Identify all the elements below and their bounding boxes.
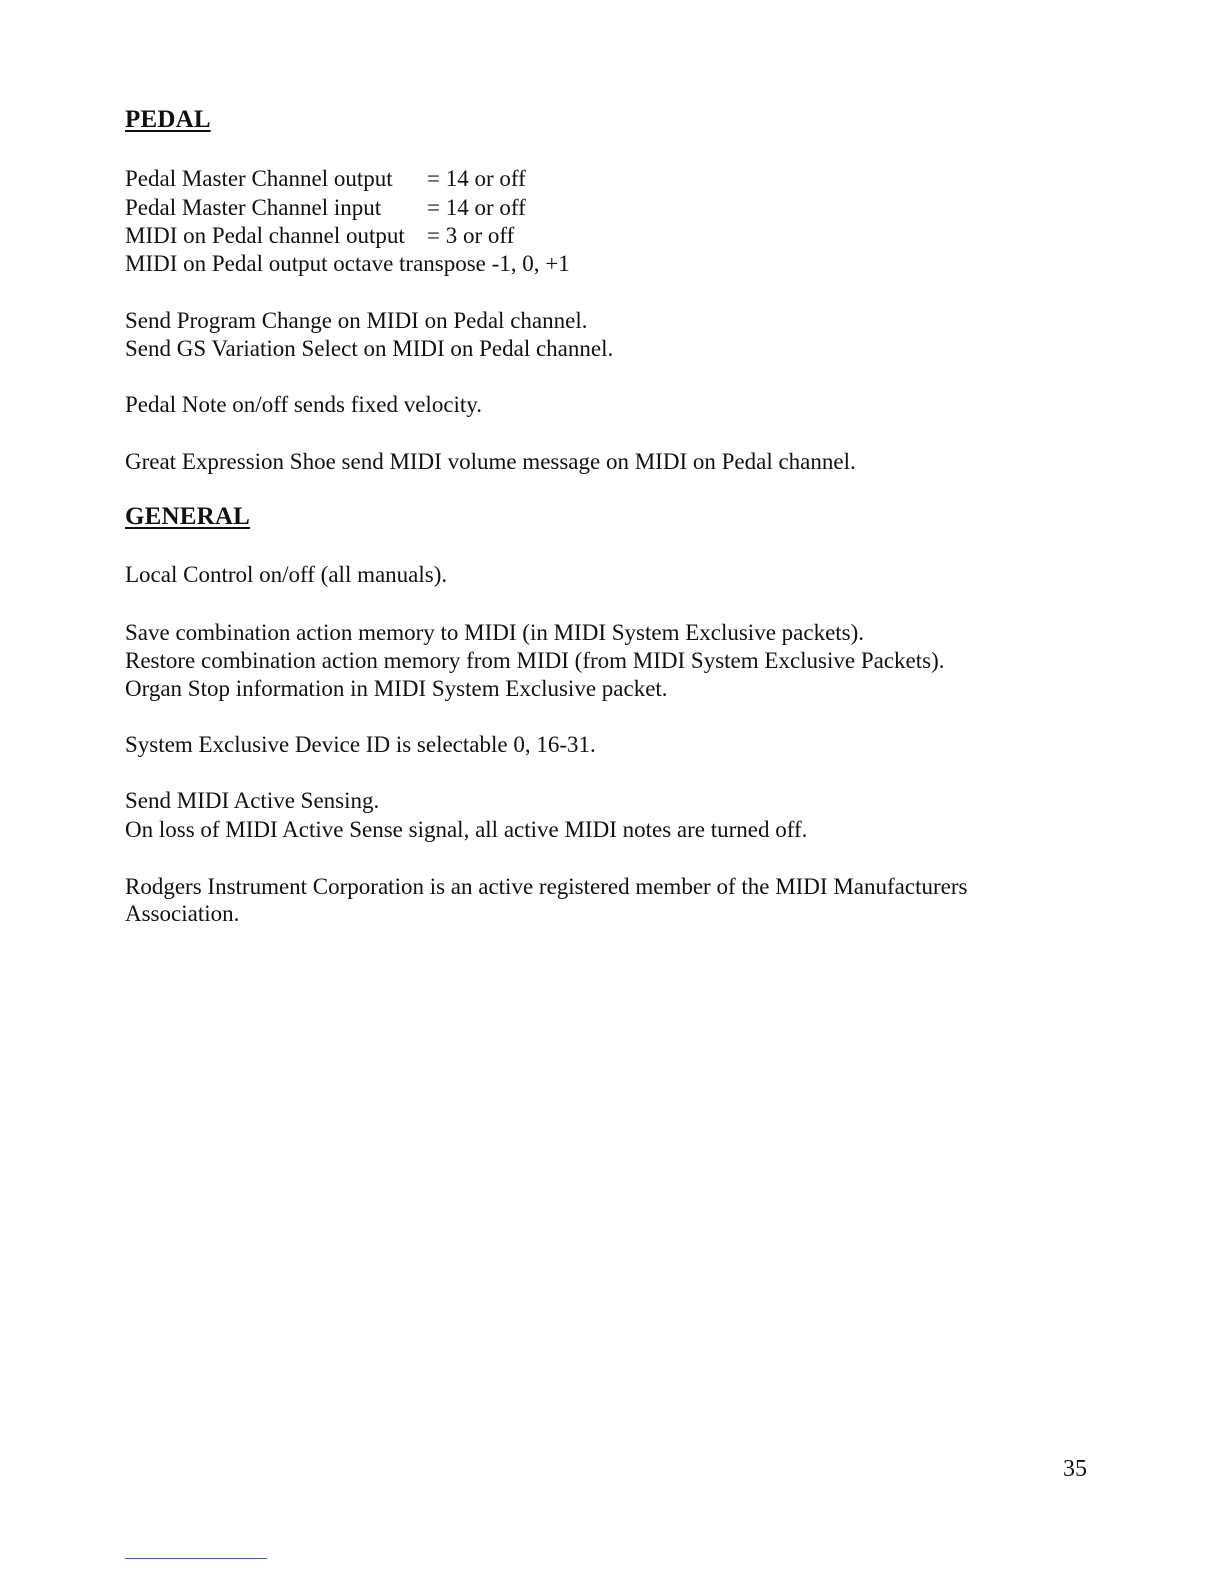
spec-value: = 14 or off [427, 195, 526, 220]
general-active-sensing: Send MIDI Active Sensing. [125, 788, 380, 813]
general-active-sense-loss: On loss of MIDI Active Sense signal, all active MIDI notes are turned off. [125, 817, 808, 842]
general-save-memory: Save combination action memory to MIDI (in MIDI System Exclusive packets). [125, 620, 865, 645]
spec-value: = 14 or off [427, 166, 526, 191]
pedal-transpose-line: MIDI on Pedal output octave transpose -1, 0, +1 [125, 251, 570, 276]
spec-label: Pedal Master Channel output [125, 166, 393, 191]
pedal-spec-row [125, 165, 526, 193]
pedal-spec-row [125, 194, 526, 222]
general-membership-line-2: Association. [125, 901, 240, 926]
pedal-expression-shoe: Great Expression Shoe send MIDI volume message on MIDI on Pedal channel. [125, 449, 856, 474]
general-device-id: System Exclusive Device ID is selectable 0, 16-31. [125, 732, 596, 757]
pedal-fixed-velocity: Pedal Note on/off sends fixed velocity. [125, 392, 483, 417]
general-heading: GENERAL [125, 503, 251, 530]
pedal-program-change: Send Program Change on MIDI on Pedal channel. [125, 308, 588, 333]
general-stop-info: Organ Stop information in MIDI System Exclusive packet. [125, 676, 668, 701]
spec-label: Pedal Master Channel input [125, 195, 382, 220]
footer-divider [125, 1558, 267, 1559]
general-membership-line-1: Rodgers Instrument Corporation is an active registered member of the MIDI Manufacturers [125, 874, 968, 899]
spec-value: = 3 or off [427, 223, 515, 248]
page-number: 35 [1063, 1456, 1087, 1482]
spec-label: MIDI on Pedal channel output [125, 223, 405, 248]
pedal-spec-row [125, 222, 514, 250]
pedal-gs-variation: Send GS Variation Select on MIDI on Pedal channel. [125, 336, 614, 361]
general-local-control: Local Control on/off (all manuals). [125, 562, 448, 587]
general-restore-memory: Restore combination action memory from MIDI (from MIDI System Exclusive Packets). [125, 648, 945, 673]
pedal-heading: PEDAL [125, 106, 211, 133]
